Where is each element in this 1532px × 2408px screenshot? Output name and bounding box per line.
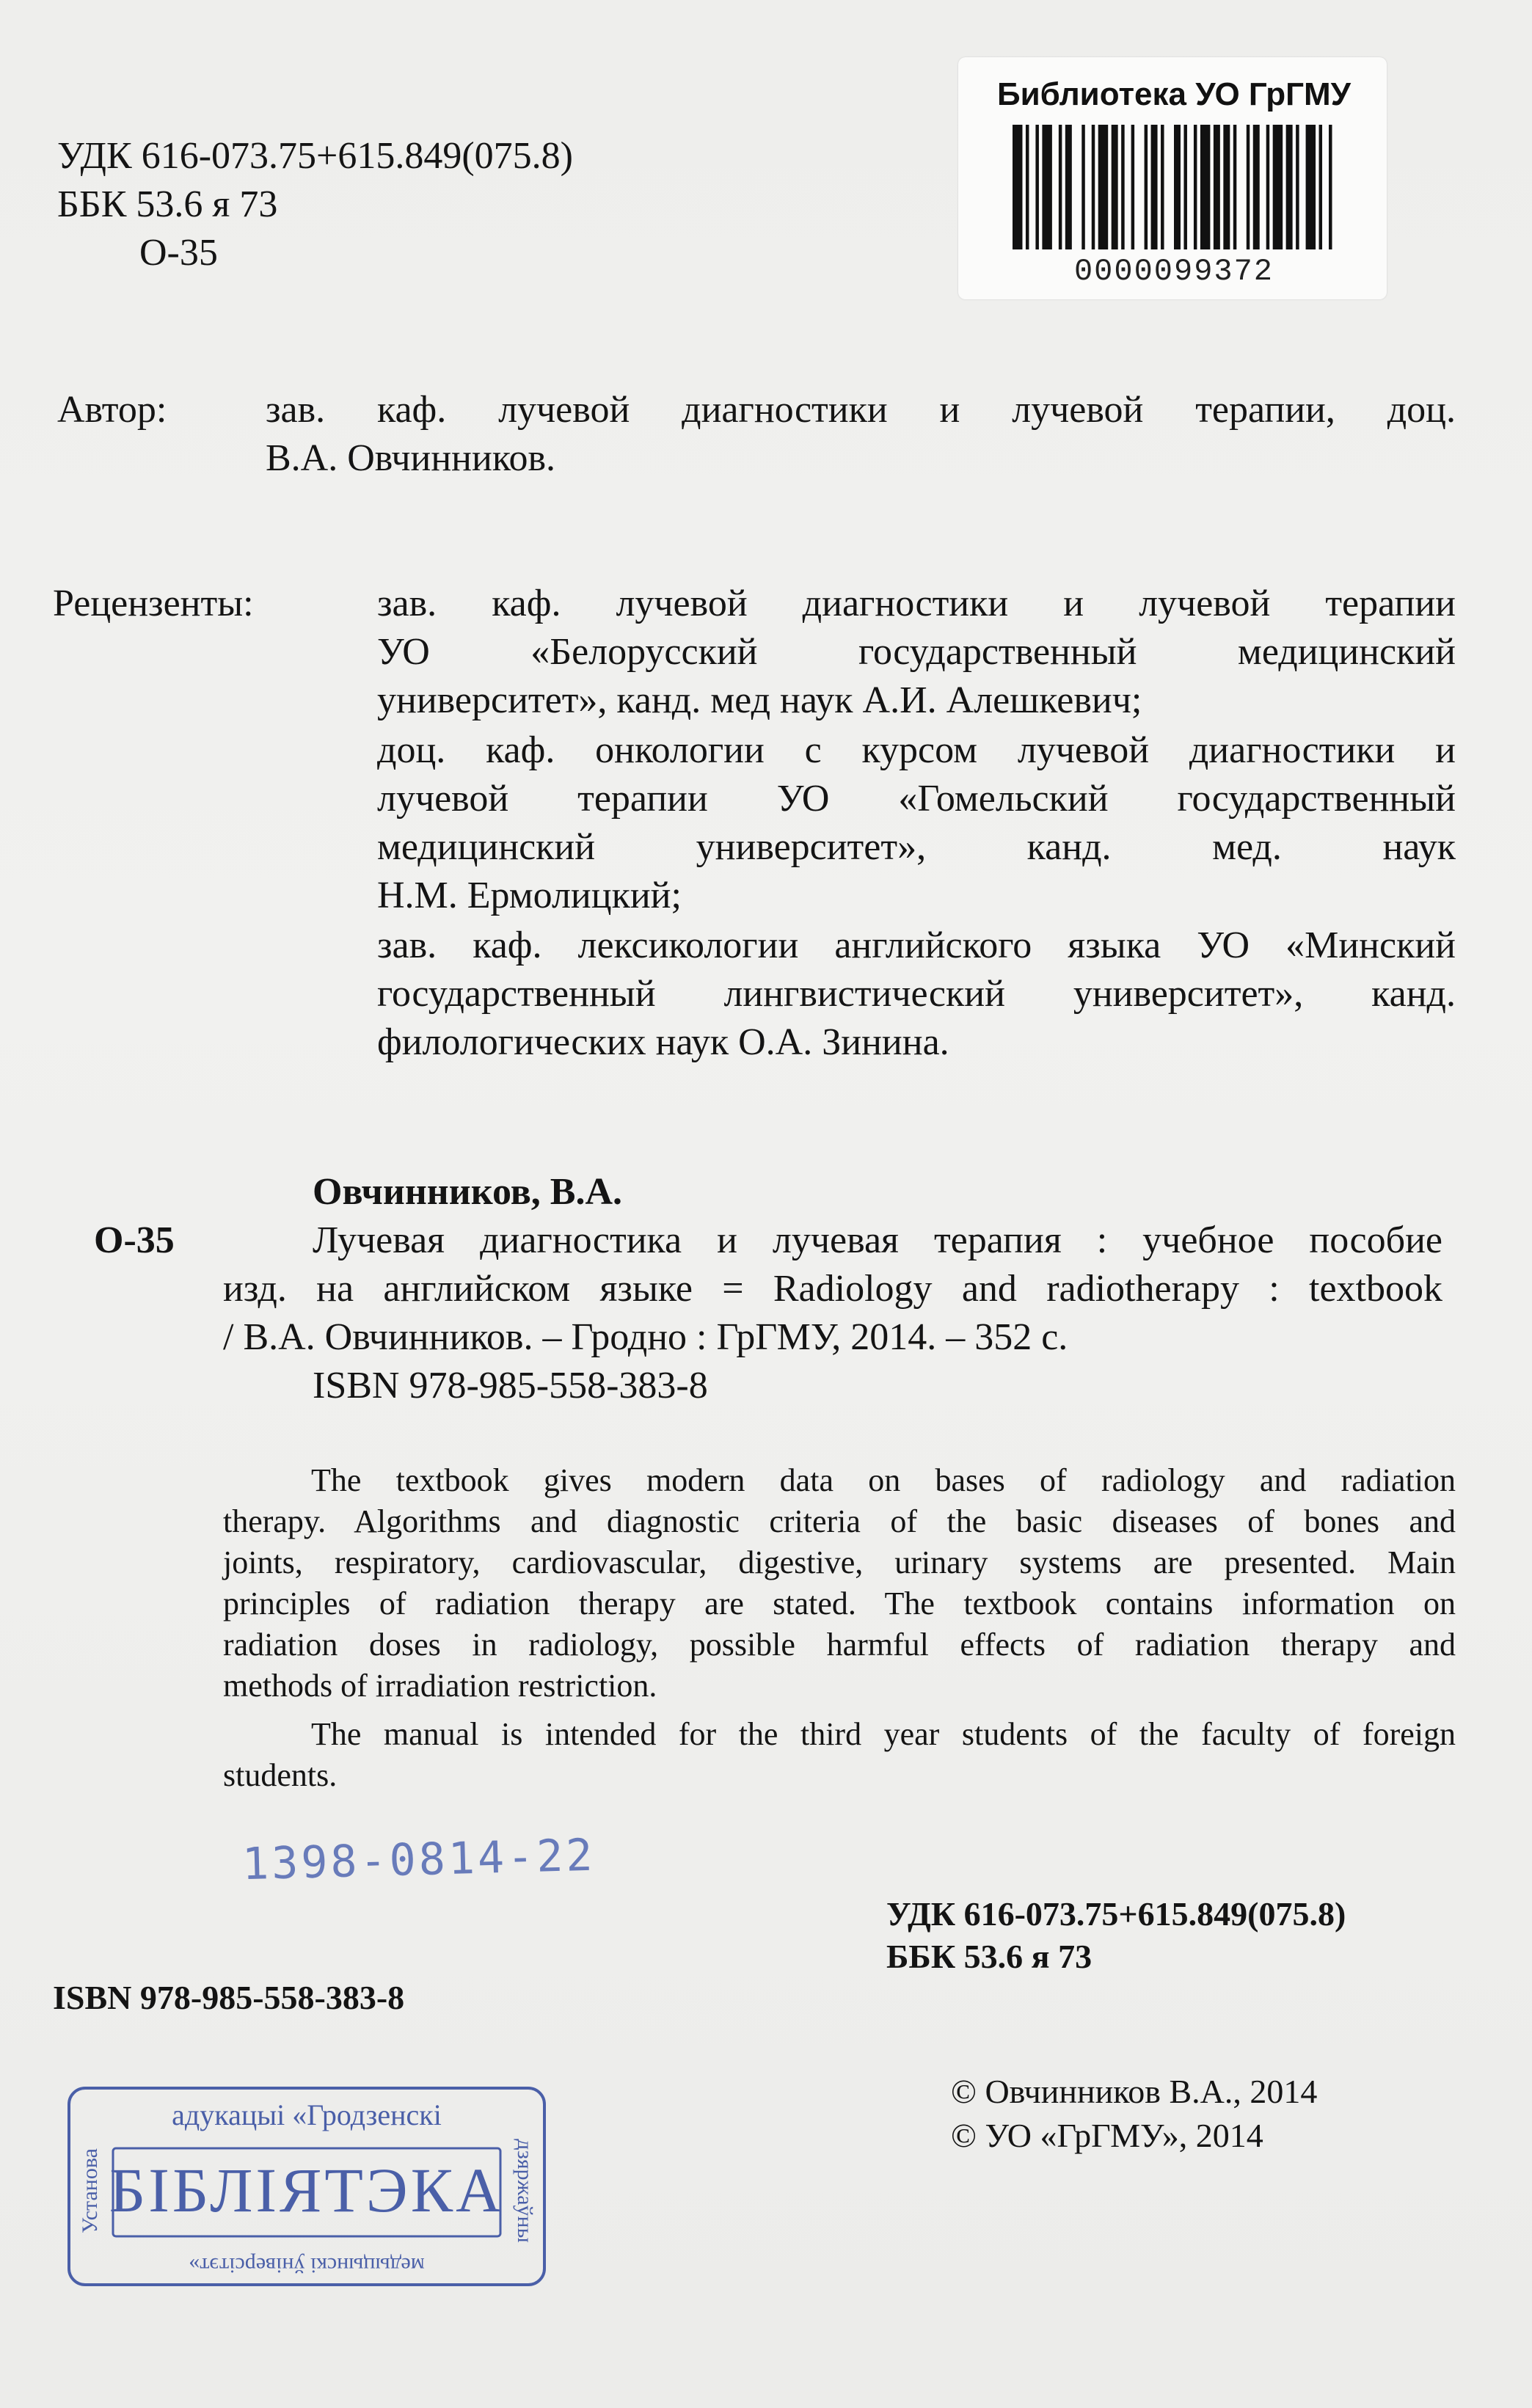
reviewer-line: зав. каф. лучевой диагностики и лучевой терапии xyxy=(377,583,1456,624)
code-top: О-35 xyxy=(139,232,218,274)
barcode-bar xyxy=(1042,125,1051,249)
udk-bottom: УДК 616-073.75+615.849(075.8) xyxy=(886,1895,1346,1933)
inventory-number-stamp: 1398-0814-22 xyxy=(241,1829,597,1891)
barcode-bar xyxy=(1223,125,1230,249)
bbk-bottom: ББК 53.6 я 73 xyxy=(886,1938,1093,1975)
catalog-code: О-35 xyxy=(94,1219,175,1261)
reviewer-line: государственный лингвистический университет», канд. xyxy=(377,973,1456,1015)
catalog-line-1: Лучевая диагностика и лучевая терапия : учебное пособие xyxy=(313,1219,1442,1261)
reviewer-line: Н.М. Ермолицкий; xyxy=(377,875,682,916)
barcode-bar xyxy=(1026,125,1029,249)
barcode-bar xyxy=(1151,125,1158,249)
catalog-line-3: / В.А. Овчинников. – Гродно : ГрГМУ, 2014. – 352 с. xyxy=(223,1316,1068,1358)
barcode-bar xyxy=(1174,125,1181,249)
stamp-top-text: адукацыі «Гродзенскі xyxy=(172,2098,442,2131)
reviewer-line: университет», канд. мед наук А.И. Алешкевич; xyxy=(377,679,1142,721)
abstract-line: joints, respiratory, cardiovascular, digestive, urinary systems are presented. Main xyxy=(223,1544,1456,1580)
abstract-line: methods of irradiation restriction. xyxy=(223,1668,657,1704)
author-line-1: зав. каф. лучевой диагностики и лучевой терапии, доц. xyxy=(266,389,1456,431)
abstract-line: students. xyxy=(223,1757,338,1793)
abstract-line: therapy. Algorithms and diagnostic criteria of the basic diseases of bones and xyxy=(223,1503,1456,1539)
sticker-title: Библиотека УО ГрГМУ xyxy=(996,76,1352,112)
barcode-icon xyxy=(1013,125,1335,249)
udk-top: УДК 616-073.75+615.849(075.8) xyxy=(57,135,573,177)
reviewer-line: зав. каф. лексикологии английского языка УО «Минский xyxy=(377,924,1456,966)
barcode-bar xyxy=(1194,125,1197,249)
barcode-bar xyxy=(1098,125,1108,249)
barcode-bar xyxy=(1266,125,1269,249)
stamp-bottom-text: медыцынскі ўніверсітэт» xyxy=(189,2253,425,2277)
catalog-line-2: изд. на английском языке = Radiology and radiotherapy : textbook xyxy=(223,1268,1442,1310)
barcode-bar xyxy=(1214,125,1220,249)
reviewer-line: УО «Белорусский государственный медицинский xyxy=(377,631,1456,673)
reviewers-label: Рецензенты: xyxy=(53,583,254,624)
barcode-bar xyxy=(1092,125,1095,249)
bbk-top: ББК 53.6 я 73 xyxy=(57,183,278,225)
barcode-bar xyxy=(1200,125,1210,249)
stamp-left-text: Установа xyxy=(78,2148,102,2233)
barcode-bar xyxy=(1329,125,1332,249)
abstract-line: radiation doses in radiology, possible harmful effects of radiation therapy and xyxy=(223,1627,1456,1663)
barcode-bar xyxy=(1183,125,1186,249)
abstract-line: principles of radiation therapy are stated. The textbook contains information on xyxy=(223,1586,1456,1621)
barcode-bar xyxy=(1065,125,1072,249)
barcode-bar xyxy=(1296,125,1299,249)
abstract-paragraph-1 xyxy=(223,1460,1456,1707)
author-label: Автор: xyxy=(57,389,167,431)
reviewer-line: медицинский университет», канд. мед. наук xyxy=(377,826,1456,868)
barcode-bar xyxy=(1145,125,1148,249)
barcode-bar xyxy=(1112,125,1118,249)
barcode-bar xyxy=(1273,125,1283,249)
isbn-bottom: ISBN 978-985-558-383-8 xyxy=(53,1979,405,2016)
reviewer-line: доц. каф. онкологии с курсом лучевой диагностики и xyxy=(377,729,1456,771)
catalog-author-heading: Овчинников, В.А. xyxy=(313,1171,623,1213)
stamp-right-text: дзяржаўны xyxy=(513,2139,537,2243)
barcode-bar xyxy=(1013,125,1022,249)
abstract-line: The textbook gives modern data on bases of radiology and radiation xyxy=(311,1462,1456,1498)
barcode-bar xyxy=(1319,125,1322,249)
copyright-line: © Овчинников В.А., 2014 xyxy=(951,2073,1318,2110)
barcode-bar xyxy=(1253,125,1260,249)
barcode-bar xyxy=(1131,125,1134,249)
reviewer-line: филологических наук О.А. Зинина. xyxy=(377,1021,949,1063)
author-line-2: В.А. Овчинников. xyxy=(266,437,556,479)
abstract-paragraph-2 xyxy=(223,1714,1456,1796)
barcode-bar xyxy=(1233,125,1236,249)
barcode-bar xyxy=(1121,125,1124,249)
barcode-bar xyxy=(1286,125,1293,249)
library-stamp xyxy=(65,2081,549,2292)
abstract-line: The manual is intended for the third year students of the faculty of foreign xyxy=(311,1716,1456,1752)
barcode-bar xyxy=(1081,125,1084,249)
barcode-bar xyxy=(1059,125,1062,249)
barcode-bar xyxy=(1161,125,1164,249)
catalog-isbn: ISBN 978-985-558-383-8 xyxy=(313,1365,708,1407)
barcode-sticker xyxy=(958,57,1387,299)
barcode-bar xyxy=(1306,125,1316,249)
barcode-bar xyxy=(1247,125,1250,249)
reviewer-line: лучевой терапии УО «Гомельский государственный xyxy=(377,778,1456,820)
copyright-line: © УО «ГрГМУ», 2014 xyxy=(951,2117,1263,2154)
barcode-number: 0000099372 xyxy=(1073,254,1274,289)
stamp-center-text: БІБЛІЯТЭКА xyxy=(109,2155,505,2225)
barcode-bar xyxy=(1035,125,1038,249)
